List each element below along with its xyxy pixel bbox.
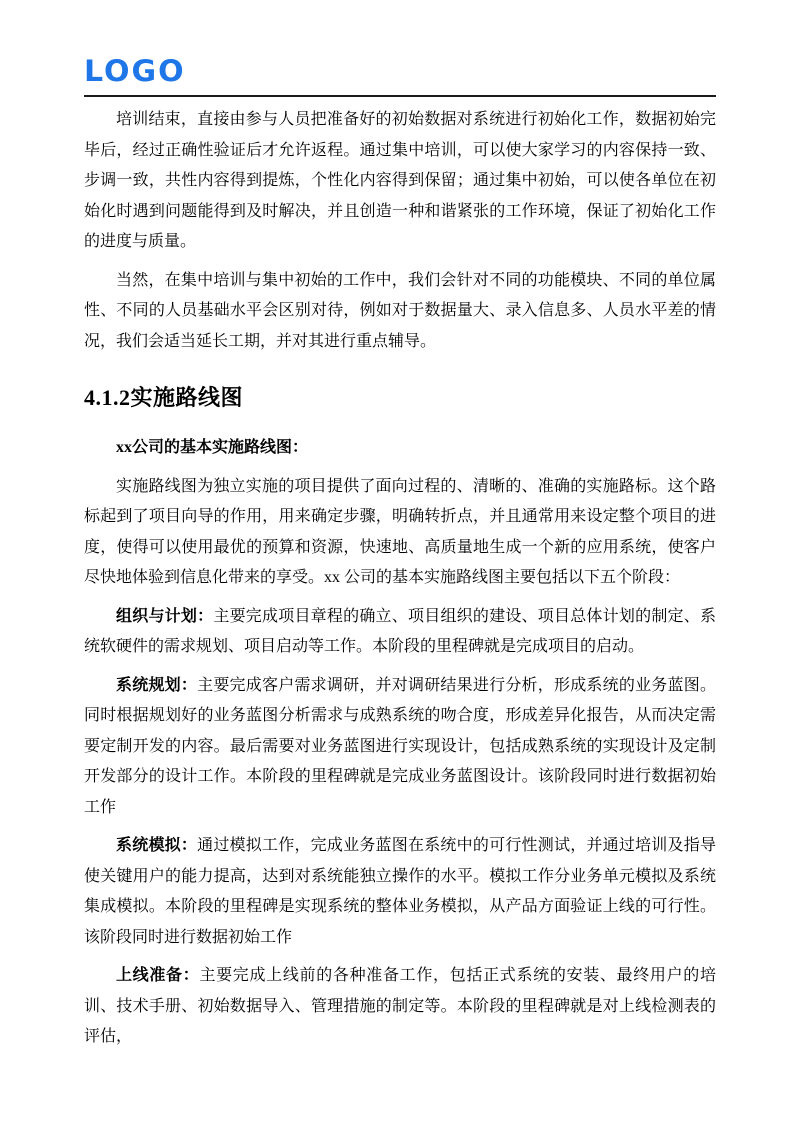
paragraph-training-conclusion: 培训结束，直接由参与人员把准备好的初始数据对系统进行初始化工作，数据初始完毕后，经过正确性验证后才允许返程。通过集中培训，可以使大家学习的内容保持一致、步调一致，共性内容得到提炼，个性化内容得到保留；通过集中初始，可以使各单位在初始化时遇到问题能得到及时解决，并且创造一种和谐紧张的工作环境，保证了初始化工作的进度与质量。 <box>84 111 716 250</box>
stage-paragraph-organization-planning <box>84 602 716 663</box>
stage-paragraph-system-simulation <box>84 831 716 953</box>
stage-label: 系统规划： <box>116 676 198 694</box>
page-header <box>84 56 716 97</box>
document-body <box>84 105 716 1053</box>
paragraph-differentiated-treatment: 当然，在集中培训与集中初始的工作中，我们会针对不同的功能模块、不同的单位属性、不同的人员基础水平会区别对待，例如对于数据量大、录入信息多、人员水平差的情况，我们会适当延长工期，并对其进行重点辅导。 <box>84 271 716 350</box>
section-heading-implementation-roadmap: 4.1.2实施路线图 <box>84 385 244 410</box>
stage-text: 主要完成项目章程的确立、项目组织的建设、项目总体计划的制定、系统软硬件的需求规划、项目启动等工作。本阶段的里程碑就是完成项目的启动。 <box>84 607 716 655</box>
stage-paragraph-golive-preparation <box>84 961 716 1053</box>
stage-label: 系统模拟： <box>116 837 198 854</box>
paragraph-roadmap-overview: 实施路线图为独立实施的项目提供了面向过程的、清晰的、准确的实施路标。这个路标起到了项目向导的作用，用来确定步骤，明确转折点，并且通常用来设定整个项目的进度，使得可以使用最优的预算和资源，快速地、高质量地生成一个新的应用系统，使客户尽快地体验到信息化带来的享受。xx 公司的基本实施路线图主要包括以下五个阶段： <box>84 477 716 586</box>
stage-text: 通过模拟工作，完成业务蓝图在系统中的可行性测试，并通过培训及指导使关键用户的能力提高，达到对系统能独立操作的水平。模拟工作分业务单元模拟及系统集成模拟。本阶段的里程碑是实现系统的整体业务模拟，从产品方面验证上线的可行性。该阶段同时进行数据初始工作 <box>84 837 716 946</box>
stage-label: 上线准备： <box>116 967 200 984</box>
stage-paragraph-system-planning <box>84 671 716 824</box>
stage-text: 主要完成上线前的各种准备工作，包括正式系统的安装、最终用户的培训、技术手册、初始数据导入、管理措施的制定等。本阶段的里程碑就是对上线检测表的评估， <box>84 967 716 1045</box>
stage-label: 组织与计划： <box>116 607 214 625</box>
stage-text: 主要完成客户需求调研，并对调研结果进行分析，形成系统的业务蓝图。同时根据规划好的业务蓝图分析需求与成熟系统的吻合度，形成差异化报告，从而决定需要定制开发的内容。最后需要对业务蓝图进行实现设计，包括成熟系统的实现设计及定制开发部分的设计工作。本阶段的里程碑就是完成业务蓝图设计。该阶段同时进行数据初始工作 <box>84 676 716 816</box>
company-logo: LOGO <box>84 55 186 89</box>
subheading-basic-roadmap: xx公司的基本实施路线图： <box>116 439 309 456</box>
